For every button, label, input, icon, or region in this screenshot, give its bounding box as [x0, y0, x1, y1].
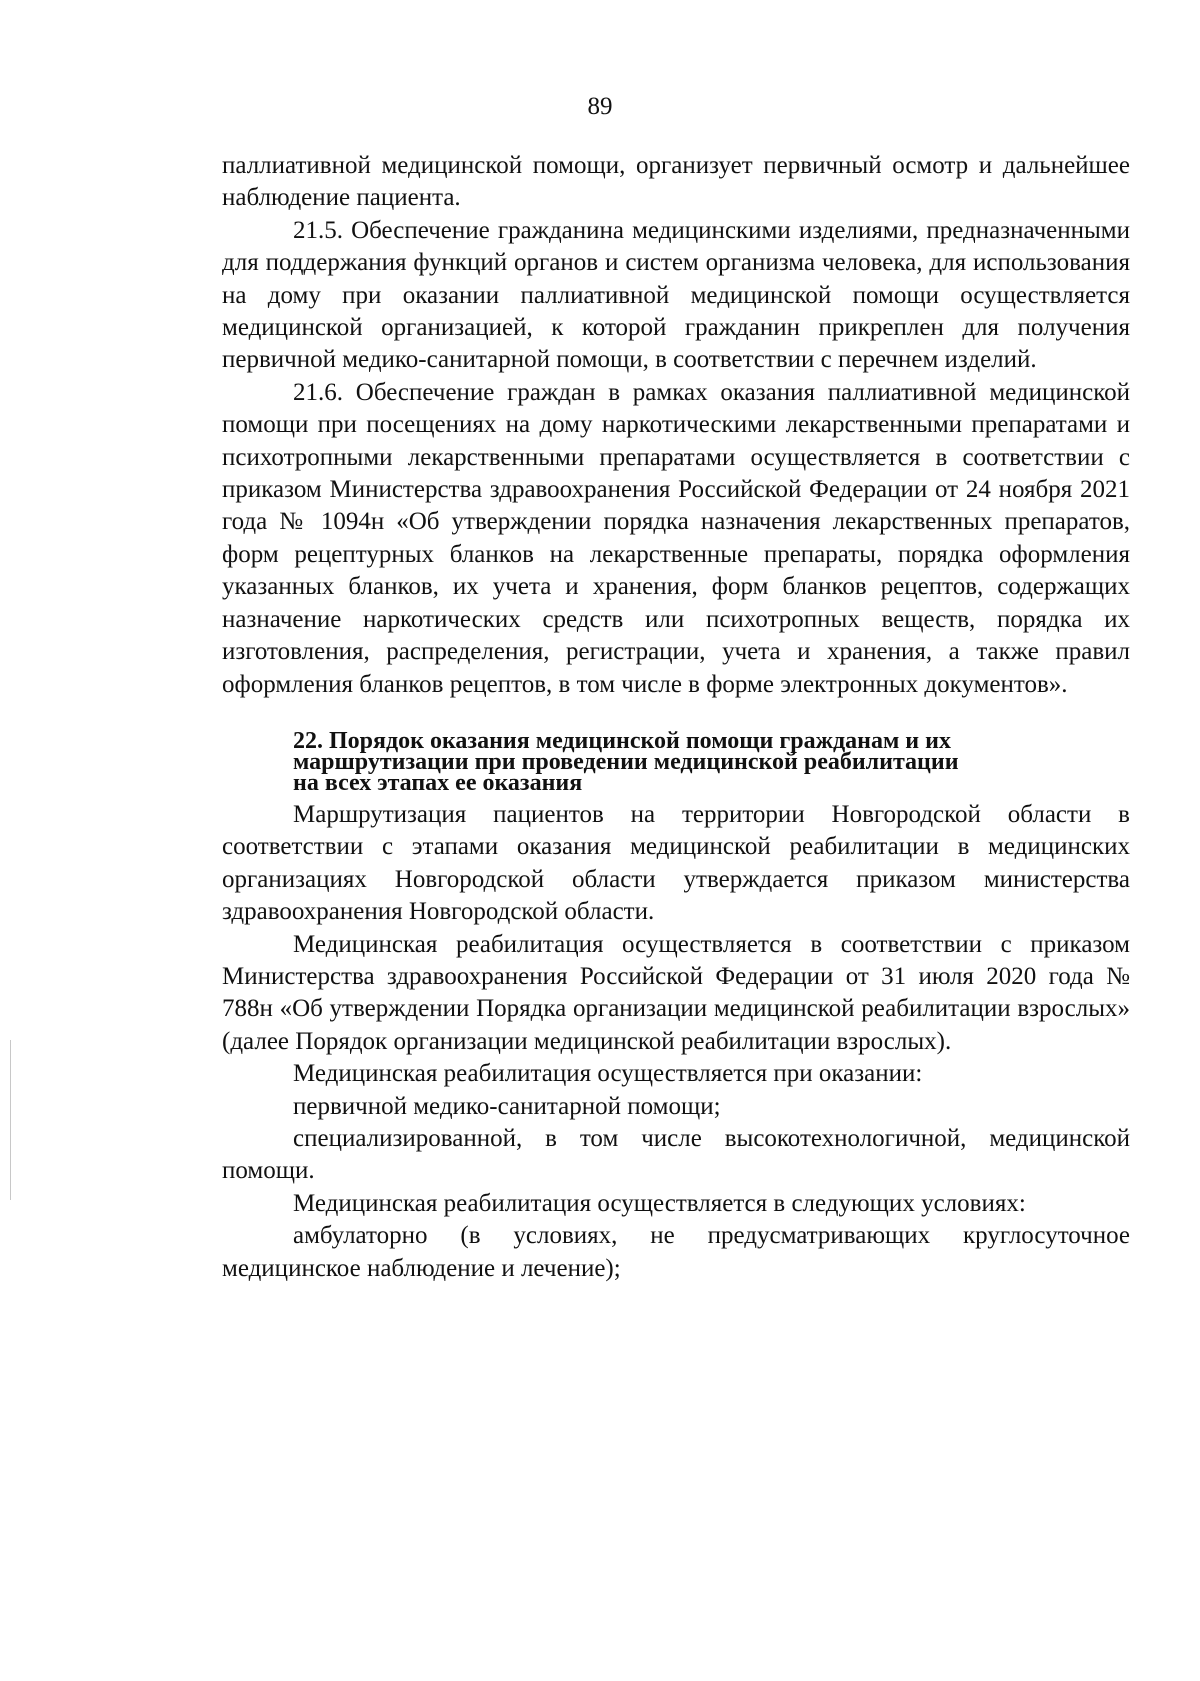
document-body [222, 150, 1130, 1285]
list-item-specialized-care: специализированной, в том числе высокотехнологичной, медицинской помощи. [222, 1124, 1130, 1185]
section-heading-line: 22. Порядок оказания медицинской помощи гражданам и их [293, 727, 951, 754]
list-item-primary-care: первичной медико-санитарной помощи; [293, 1092, 721, 1120]
page-number: 89 [587, 93, 613, 120]
paragraph-rehab-provision: Медицинская реабилитация осуществляется при оказании: [293, 1060, 923, 1088]
section-heading-line: на всех этапах ее оказания [293, 769, 583, 796]
paragraph-21-6: 21.6. Обеспечение граждан в рамках оказания паллиативной медицинской помощи при посещениях на дому наркотическими лекарственными препаратами и психотропными лекарственными препаратами осуществляется в соответствии с приказом Министерства здравоохранения Российской Федерации от 24 ноября 2021 года № 1094н «Об утверждении порядка назначения лекарственных препаратов, форм рецептурных бланков на лекарственные препараты, порядка оформления указанных бланков, их учета и хранения, форм бланков рецептов, содержащих назначение наркотических средств или психотропных веществ, порядка их изготовления, распределения, регистрации, учета и хранения, а также правил оформления бланков рецептов, в том числе в форме электронных документов». [222, 378, 1130, 698]
paragraph-order-788n: Медицинская реабилитация осуществляется в соответствии с приказом Министерства здравоохранения Российской Федерации от 31 июля 2020 года № 788н «Об утверждении Порядка организации медицинской реабилитации взрослых» (далее Порядок организации медицинской реабилитации взрослых). [222, 930, 1130, 1055]
paragraph-rehab-conditions: Медицинская реабилитация осуществляется в следующих условиях: [293, 1189, 1026, 1217]
paragraph-routing: Маршрутизация пациентов на территории Новгородской области в соответствии с этапами оказания медицинской реабилитации в медицинских организациях Новгородской области утверждается приказом министерства здравоохранения Новгородской области. [222, 800, 1130, 926]
paragraph-21-5: 21.5. Обеспечение гражданина медицинскими изделиями, предназначенными для поддержания функций органов и систем организма человека, для использования на дому при оказании паллиативной медицинской помощи осуществляется медицинской организацией, к которой гражданин прикреплен для получения первичной медико-санитарной помощи, в соответствии с перечнем изделий. [222, 216, 1130, 374]
section-heading-line: маршрутизации при проведении медицинской реабилитации [293, 748, 959, 775]
list-item-outpatient: амбулаторно (в условиях, не предусматривающих круглосуточное медицинское наблюдение и лечение); [222, 1222, 1130, 1282]
scan-edge-mark [10, 1040, 11, 1200]
section-heading-22 [293, 727, 1130, 796]
paragraph-continuation: паллиативной медицинской помощи, организует первичный осмотр и дальнейшее наблюдение пациента. [222, 152, 1130, 212]
